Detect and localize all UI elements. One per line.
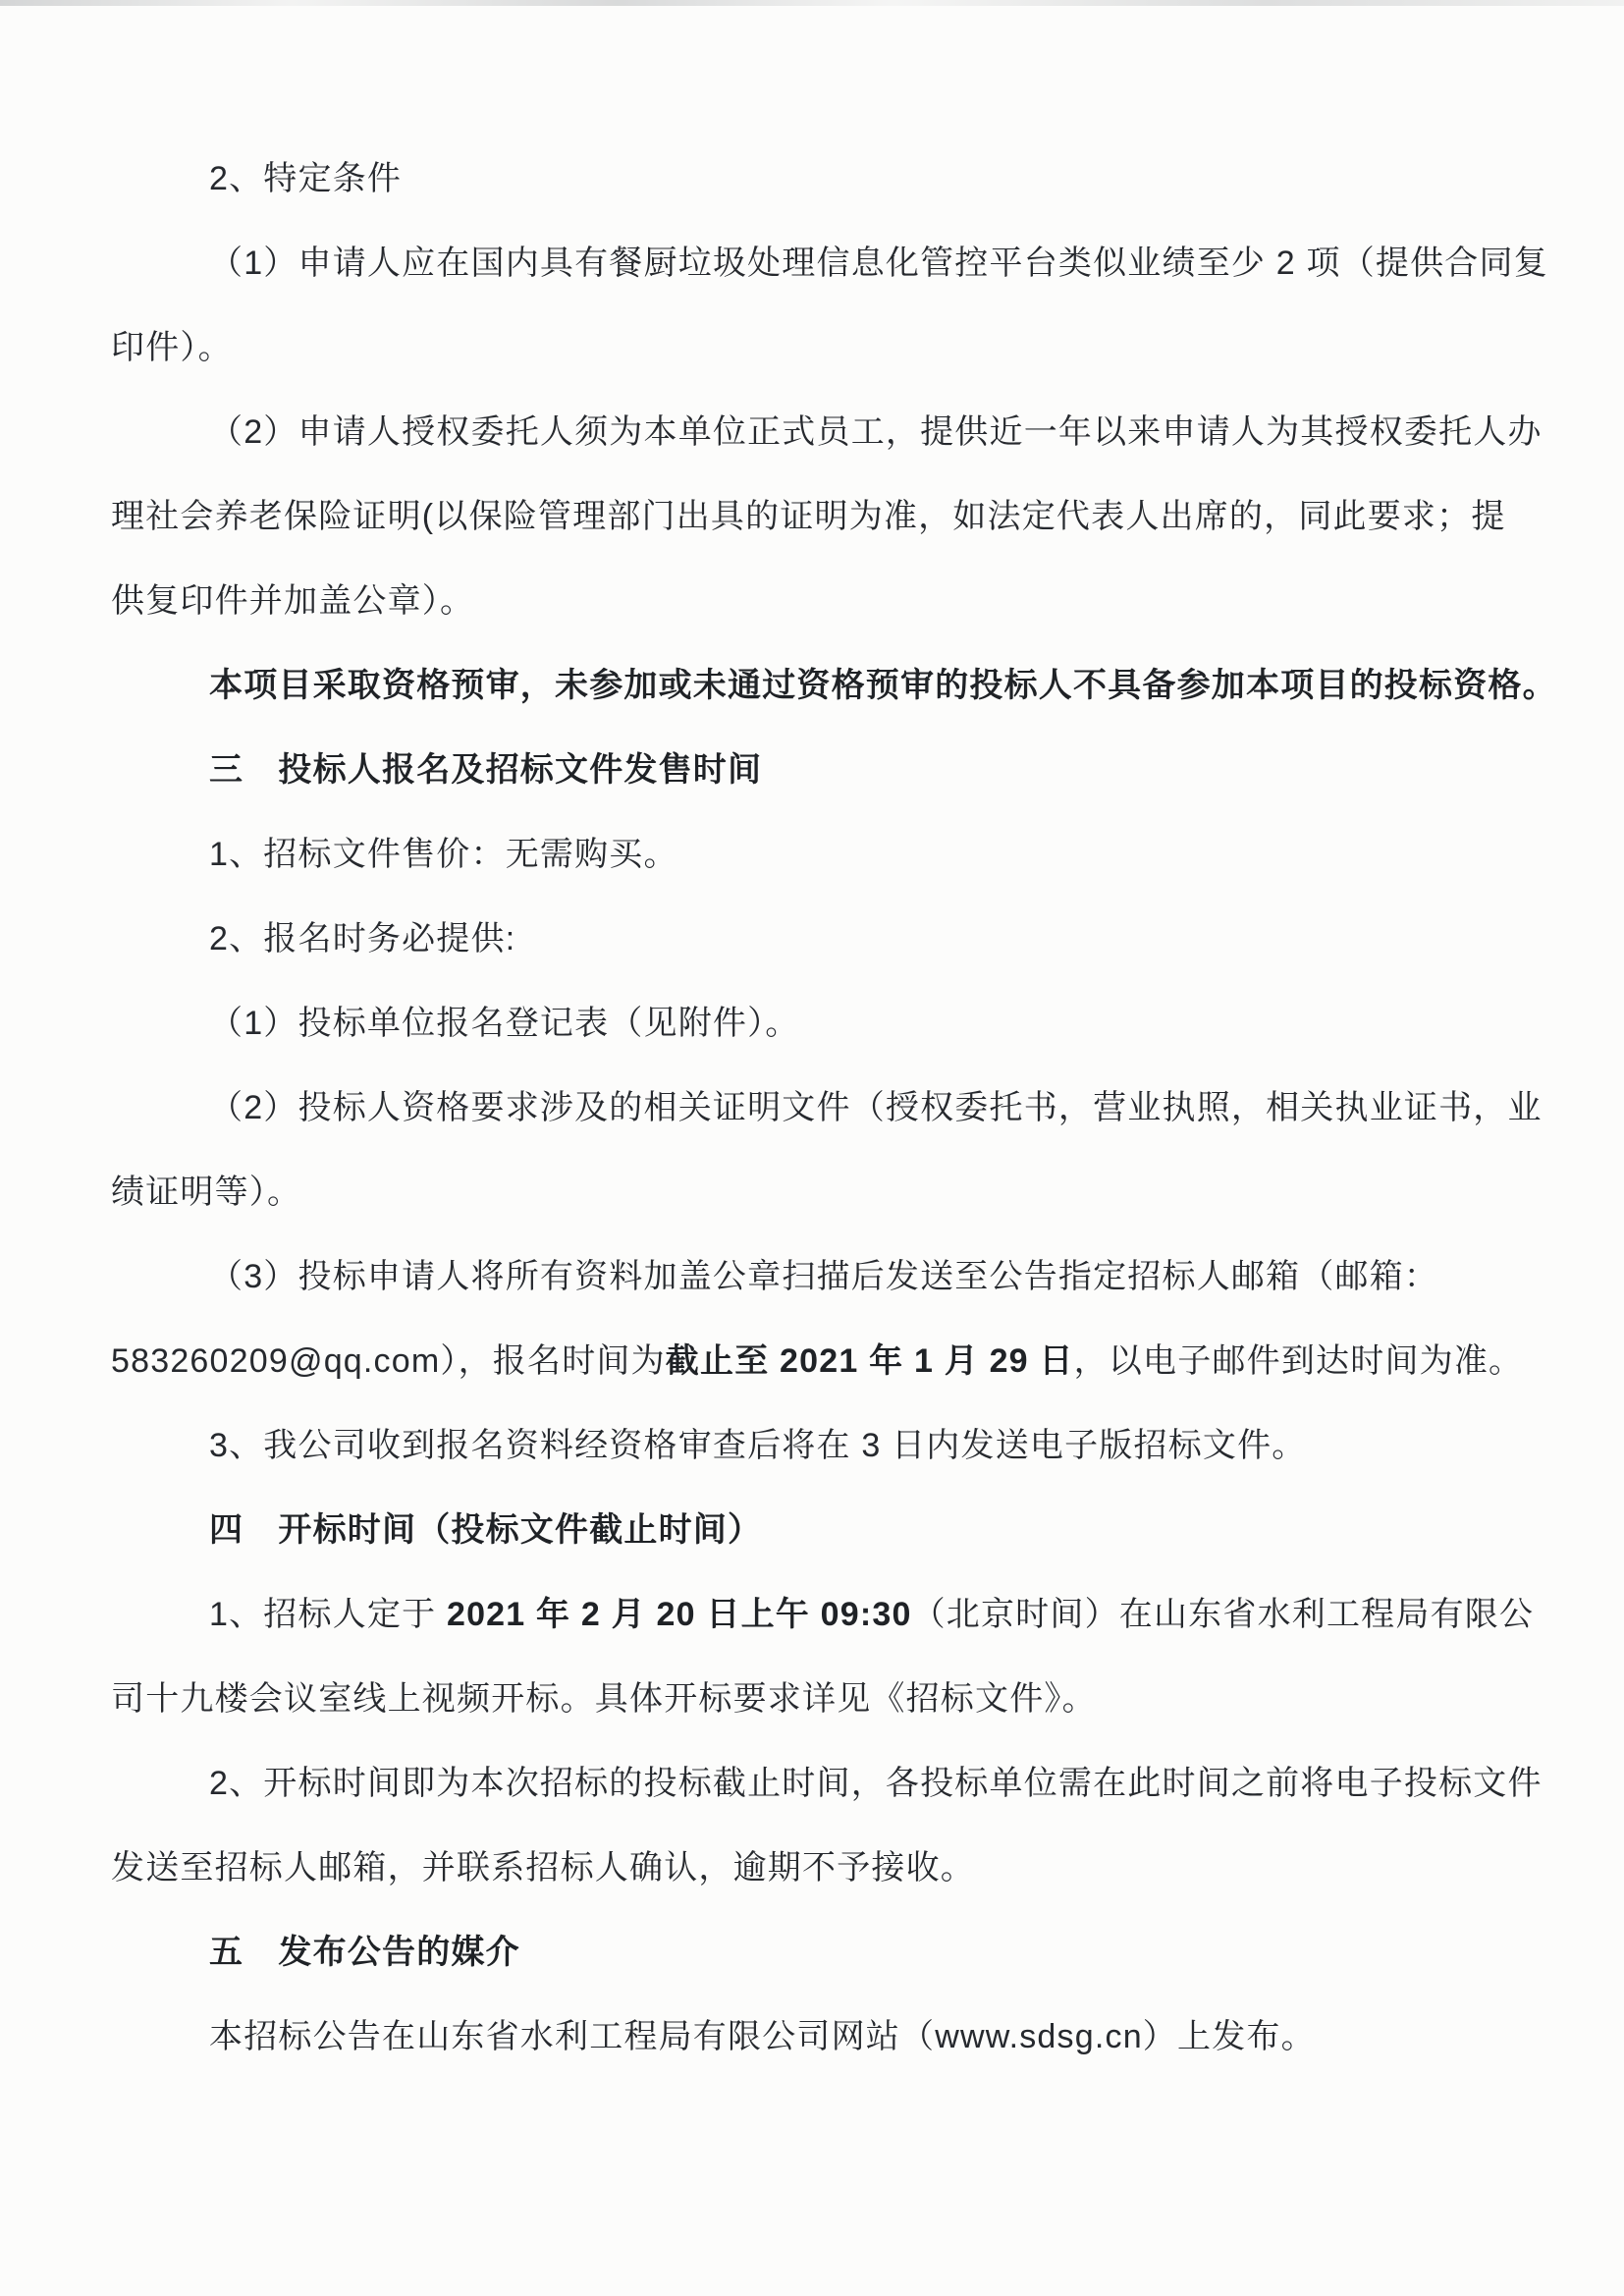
text-segment: 2、报名时务必提供:: [209, 920, 516, 957]
text-line: [111, 390, 1543, 474]
text-segment: （1）申请人应在国内具有餐厨垃圾处理信息化管控平台类似业绩至少 2 项（提供合同复: [209, 245, 1548, 282]
text-segment: 2、特定条件: [209, 160, 403, 197]
text-line: [111, 221, 1548, 305]
text-segment: 本招标公告在山东省水利工程局有限公司网站（www.sdsg.cn）上发布。: [209, 2018, 1316, 2055]
text-line: [111, 1995, 1520, 2079]
text-line: [111, 137, 1520, 221]
text-line: [111, 897, 1520, 981]
text-line: [111, 1234, 1520, 1319]
text-segment: 供复印件并加盖公章）。: [111, 582, 475, 620]
text-segment: 五 发布公告的媒介: [209, 1934, 520, 1971]
text-segment: 发送至招标人邮箱，并联系招标人确认，逾期不予接收。: [111, 1849, 975, 1886]
text-segment: （3）投标申请人将所有资料加盖公章扫描后发送至公告指定招标人邮箱（邮箱：: [209, 1258, 1439, 1295]
text-segment: 三 投标人报名及招标文件发售时间: [209, 751, 763, 789]
text-segment: （北京时间）在山东省水利工程局有限公: [911, 1596, 1535, 1633]
text-segment: （2）申请人授权委托人须为本单位正式员工，提供近一年以来申请人为其授权委托人办: [209, 413, 1543, 451]
text-segment: 583260209@qq.com），报名时间为: [111, 1342, 666, 1380]
document-body: [111, 137, 1557, 2079]
text-segment: 理社会养老保险证明(以保险管理部门出具的证明为准，如法定代表人出席的，同此要求；提: [111, 498, 1506, 535]
text-segment: 3、我公司收到报名资料经资格审查后将在 3 日内发送电子版招标文件。: [209, 1427, 1307, 1464]
text-line: [111, 981, 1520, 1066]
text-line: [111, 1657, 1520, 1741]
text-segment: 截止至 2021 年 1 月 29 日: [665, 1342, 1074, 1380]
text-line: [111, 1150, 1520, 1234]
text-line: [111, 643, 1557, 728]
text-line: [111, 1066, 1543, 1150]
text-segment: ，以电子邮件到达时间为准。: [1073, 1342, 1524, 1380]
text-segment: 1、招标文件售价：无需购买。: [209, 836, 678, 873]
scan-artifact-top: [0, 0, 1624, 6]
text-segment: 司十九楼会议室线上视频开标。具体开标要求详见《招标文件》。: [111, 1680, 1097, 1718]
text-line: [111, 474, 1520, 559]
text-segment: 2、开标时间即为本次招标的投标截止时间，各投标单位需在此时间之前将电子投标文件: [209, 1765, 1543, 1802]
text-line: [111, 559, 1520, 643]
text-line: [111, 1910, 1520, 1995]
text-line: [111, 1488, 1520, 1572]
text-line: [111, 812, 1520, 897]
text-segment: 印件）。: [111, 329, 233, 366]
text-line: [111, 728, 1520, 812]
text-segment: 绩证明等）。: [111, 1174, 302, 1211]
text-segment: 2021 年 2 月 20 日上午 09:30: [446, 1596, 912, 1633]
text-line: [111, 1403, 1520, 1488]
text-segment: 本项目采取资格预审，未参加或未通过资格预审的投标人不具备参加本项目的投标资格。: [209, 667, 1557, 704]
text-line: [111, 1319, 1524, 1403]
text-line: [111, 1572, 1535, 1657]
text-line: [111, 1826, 1520, 1910]
text-segment: （2）投标人资格要求涉及的相关证明文件（授权委托书，营业执照，相关执业证书，业: [209, 1089, 1543, 1126]
text-segment: （1）投标单位报名登记表（见附件）。: [209, 1005, 800, 1042]
text-line: [111, 1741, 1543, 1826]
text-segment: 四 开标时间（投标文件截止时间）: [209, 1511, 763, 1549]
text-segment: 1、招标人定于: [209, 1596, 447, 1633]
text-line: [111, 305, 1520, 390]
